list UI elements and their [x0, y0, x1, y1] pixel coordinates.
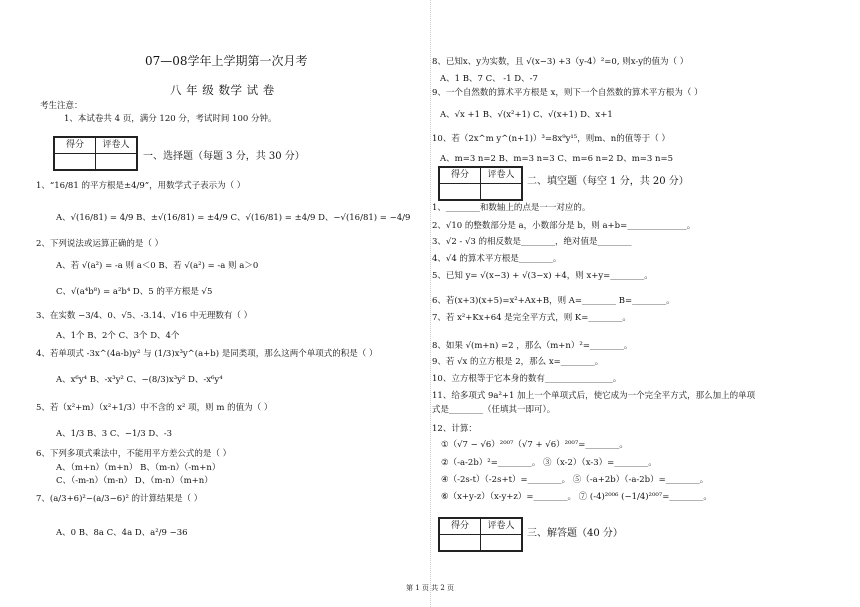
fill-12-6-7: ⑥（x+y-z）（x-y+z）=________。 ⑦ (-4)²⁰⁰⁶ (−1/4)²⁰⁰⁷=________。: [441, 492, 712, 502]
fill-11-cont: 式是________（任填其一即可）。: [432, 405, 556, 415]
fill-3: 3、√2 - √3 的相反数是________，绝对值是________: [432, 237, 632, 247]
exam-subtitle: 八 年 级 数学 试 卷: [170, 83, 275, 97]
q8-options: A、1 B、7 C、 -1 D、-7: [440, 74, 538, 84]
score-box-1: 得分 评卷人: [53, 136, 138, 171]
exam-title: 07—08学年上学期第一次月考: [145, 54, 308, 68]
question-3: 3、在实数 −3/4、0、√5、-3.14、√16 中无理数有（ ）: [36, 311, 253, 321]
q2-options-cd: C、√(a⁴b⁸) = a²b⁴ D、5 的平方根是 √5: [56, 287, 213, 297]
fill-1: 1、________和数轴上的点是一一对应的。: [432, 203, 591, 213]
fill-12: 12、计算：: [432, 424, 477, 434]
question-6: 6、下列多项式乘法中，不能用平方差公式的是（ ）: [36, 449, 232, 459]
q6-options-cd: C、（-m-n）（m-n） D、（m-n）（m+n）: [56, 476, 213, 486]
notice-heading: 考生注意：: [40, 101, 83, 111]
fill-12-1: ①（√7 − √6）²⁰⁰⁷（√7 + √6）²⁰⁰⁷=________。: [441, 440, 628, 450]
score-box-3: 得分 评卷人: [438, 517, 523, 552]
fill-5: 5、已知 y= √(x−3) + √(3−x) +4，则 x+y=________。: [432, 271, 653, 281]
q2-options-ab: A、若 √(a²) = -a 则 a＜0 B、若 √(a²) = -a 则 a＞0: [56, 261, 259, 271]
fill-4: 4、√4 的算术平方根是________。: [432, 254, 562, 264]
page-fold-line: [430, 0, 431, 607]
fill-6: 6、若(x+3)(x+5)=x²+Ax+B，则 A=________ B=________。: [432, 296, 675, 306]
fill-9: 9、若 √x 的立方根是 2，那么 x=________。: [432, 357, 604, 367]
question-2: 2、下列说法或运算正确的是（ ）: [36, 239, 164, 249]
q10-options: A、m=3 n=2 B、m=3 n=3 C、m=6 n=2 D、m=3 n=5: [440, 154, 673, 164]
question-1: 1、“16/81 的平方根是±4/9”，用数学式子表示为（ ）: [36, 181, 246, 191]
score-box-2: 得分 评卷人: [438, 166, 523, 201]
page-footer: 第 1 页 共 2 页: [405, 584, 455, 592]
q9-options: A、√x +1 B、√(x²+1) C、√(x+1) D、x+1: [440, 110, 613, 120]
section-1-heading: 一、选择题（每题 3 分，共 30 分）: [143, 151, 305, 162]
question-9: 9、一个自然数的算术平方根是 x，则下一个自然数的算术平方根为（ ）: [432, 88, 703, 98]
question-8: 8、已知x、y为实数，且 √(x−3) +3（y-4）²=0, 则x-y的值为（ ）: [432, 57, 689, 67]
question-10: 10、若（2x^m y^(n+1)）³=8x⁹y¹⁵，则m、n的值等于（ ）: [432, 134, 670, 144]
notice-line: 1、本试卷共 4 页，满分 120 分，考试时间 100 分钟。: [64, 114, 277, 124]
question-4: 4、若单项式 -3x^(4a-b)y² 与 (1/3)x³y^(a+b) 是同类项，那么这两个单项式的积是（ ）: [36, 349, 378, 359]
fill-12-2-3: ②（-a-2b）²=________。 ③（x-2）（x-3）=________。: [441, 458, 657, 468]
fill-12-4-5: ④（-2s-t）（-2s+t）=________。 ⑤（-a+2b）（-a-2b）=________。: [441, 475, 709, 485]
section-3-heading: 三、解答题（40 分）: [527, 528, 623, 539]
q4-options: A、x⁶y⁴ B、-x³y² C、−(8/3)x³y² D、-x⁶y⁴: [56, 375, 223, 385]
question-5: 5、若（x²+m）（x²+1/3）中不含的 x² 项，则 m 的值为（ ）: [36, 403, 273, 413]
q3-options: A、1个 B、2个 C、3个 D、4个: [56, 331, 180, 341]
section-2-heading: 二、填空题（每空 1 分，共 20 分）: [527, 176, 689, 187]
fill-10: 10、立方根等于它本身的数有________________。: [432, 374, 622, 384]
fill-8: 8、如果 √(m+n) =2 ，那么（m+n）²=________。: [432, 341, 633, 351]
q6-options-ab: A、（m+n）（m+n） B、（m-n）（-m+n）: [56, 463, 221, 473]
fill-7: 7、若 x²+Kx+64 是完全平方式，则 K=________。: [432, 313, 631, 323]
fill-2: 2、√10 的整数部分是 a，小数部分是 b，则 a+b=______________。: [432, 221, 696, 231]
q7-options: A、0 B、8a C、4a D、a²/9 −36: [56, 528, 188, 538]
q1-options: A、√(16/81) = 4/9 B、±√(16/81) = ±4/9 C、√(16/81) = ±4/9 D、−√(16/81) = −4/9: [56, 213, 411, 223]
fill-11: 11、给多项式 9a²+1 加上一个单项式后，使它成为一个完全平方式，那么加上的单项: [432, 391, 756, 401]
question-7: 7、(a/3+6)²−(a/3−6)² 的计算结果是（ ）: [36, 494, 203, 504]
q5-options: A、1/3 B、3 C、−1/3 D、-3: [56, 429, 172, 439]
